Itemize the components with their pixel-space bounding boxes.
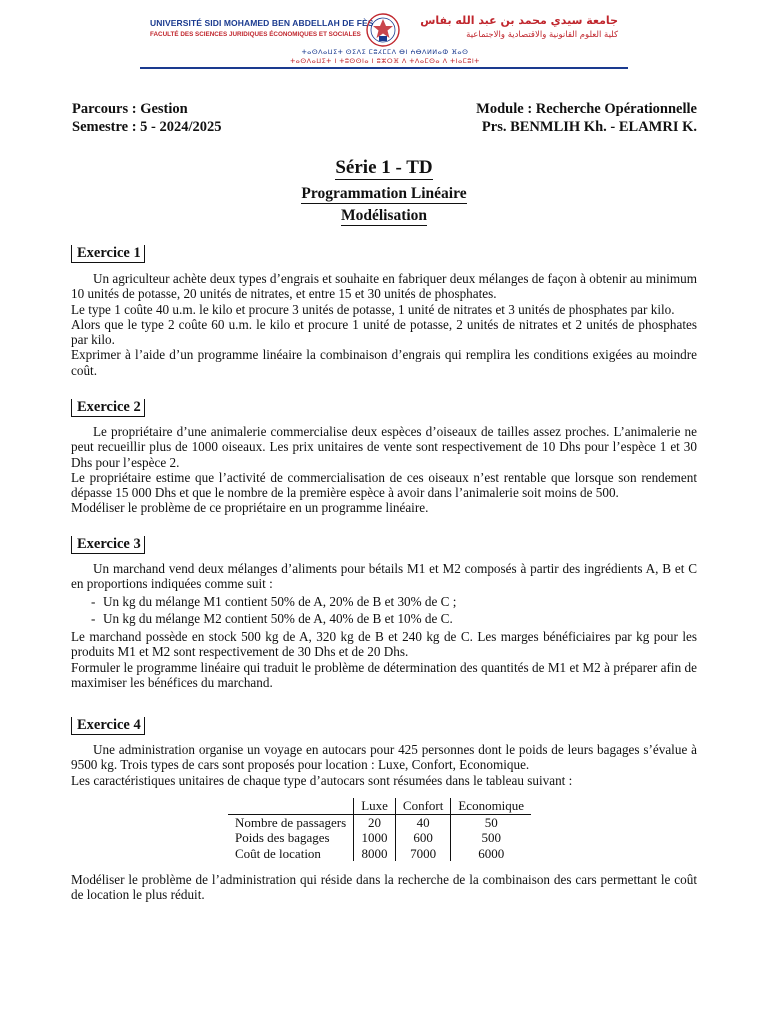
subtopic-title: Modélisation xyxy=(340,207,428,224)
exercise-4-paragraph: Une administration organise un voyage en autocars pour 425 personnes dont le poids de leurs bagages s’évalue à 9500 kg. Trois types de cars sont proposés pour location : Luxe, Confort, Economique. xyxy=(71,742,697,773)
table-row xyxy=(228,814,531,830)
exercise-3-paragraph: Le marchand possède en stock 500 kg de A, 320 kg de B et 240 kg de C. Les marges bénéficiaires par kg pour les produits M1 et M2 sont respectivement de 30 Dhs et de 20 Dhs. xyxy=(71,629,697,660)
exercise-1-paragraph: Un agriculteur achète deux types d’engrais et souhaite en fabriquer deux mélanges de façon à obtenir au minimum 10 unités de potasse, 20 unités de nitrates, et entre 15 et 30 unités de phosphates. xyxy=(71,271,697,302)
exercise-4-paragraph: Les caractéristiques unitaires de chaque type d’autocars sont résumées dans le tableau suivant : xyxy=(71,772,573,788)
university-name-fr: UNIVERSITÉ SIDI MOHAMED BEN ABDELLAH DE FÈS xyxy=(150,18,374,28)
series-title: Série 1 - TD xyxy=(335,157,433,178)
semestre-label: Semestre : 5 - 2024/2025 xyxy=(72,119,222,135)
exercise-1-paragraph: Exprimer à l’aide d’un programme linéaire la combinaison d’engrais qui remplira les conditions exigées au moindre coût. xyxy=(71,347,697,378)
table-column-header: Confort xyxy=(395,798,450,814)
table-cell: 7000 xyxy=(395,846,450,862)
table-row-label: Nombre de passagers xyxy=(228,814,354,830)
exercise-2-heading: Exercice 2 xyxy=(71,399,145,417)
table-column-header: Luxe xyxy=(354,798,396,814)
table-cell: 40 xyxy=(395,814,450,830)
course-info xyxy=(72,100,222,136)
exercise-3-bullet: - Un kg du mélange M2 contient 50% de A, 40% de B et 10% de C. xyxy=(91,610,453,626)
header-divider xyxy=(140,67,628,69)
university-name-ar: جامعة سيدي محمد بن عبد الله بفاس xyxy=(420,14,618,27)
faculty-name-fr: FACULTÉ DES SCIENCES JURIDIQUES ÉCONOMIQUES ET SOCIALES xyxy=(150,31,361,38)
university-seal-icon xyxy=(365,12,401,48)
university-header xyxy=(140,10,630,68)
professors-label: Prs. BENMLIH Kh. - ELAMRI K. xyxy=(481,119,697,135)
autocar-table xyxy=(228,798,531,861)
table-cell: 50 xyxy=(484,814,498,830)
exercise-1-paragraph: Le type 1 coûte 40 u.m. le kilo et procure 3 unités de potasse, 1 unité de nitrates et 3 unités de phosphates par kilo. xyxy=(71,301,675,317)
exercise-1-body xyxy=(71,271,697,378)
faculty-name-ar: كلية العلوم القانونية والاقتصادية والاجتماعية xyxy=(466,30,618,40)
table-header-row xyxy=(228,798,531,814)
table-cell: 1000 xyxy=(354,830,396,846)
table-cell: 600 xyxy=(395,830,450,846)
table-column-header: Economique xyxy=(451,798,531,814)
table-row xyxy=(228,830,531,846)
table-row xyxy=(228,846,531,862)
table-cell: 6000 xyxy=(478,845,505,861)
parcours-label: Parcours : Gestion xyxy=(72,101,188,117)
table-row-label: Poids des bagages xyxy=(228,830,354,846)
exercise-2-body xyxy=(71,424,697,516)
module-info xyxy=(476,100,697,136)
table-cell: 500 xyxy=(481,830,501,845)
exercise-2-paragraph: Modéliser le problème de ce propriétaire en un programme linéaire. xyxy=(71,500,429,516)
topic-title: Programmation Linéaire xyxy=(301,185,467,202)
exercise-4-question xyxy=(71,872,697,903)
exercise-4-body xyxy=(71,742,697,788)
module-label: Module : Recherche Opérationnelle xyxy=(476,101,697,117)
exercise-4-heading: Exercice 4 xyxy=(71,717,145,735)
exercise-2-paragraph: Le propriétaire d’une animalerie commercialise deux espèces d’oiseaux de tailles assez proches. L’animalerie ne peut recueillir plus de 1000 oiseaux. Les prix unitaires de vente sont respectivement de 10 Dhs pour l’espèce 1 et 30 Dhs pour l’espèce 2. xyxy=(71,424,697,470)
faculty-name-tifinagh: ⵜⴰⵙⴷⴰⵡⵉⵜ ⵏ ⵜⵓⵙⵙⵏⴰ ⵏ ⵓⵣⵔⴼ ⴷ ⵜⴷⴰⵎⵙⴰ ⴷ ⵜⵏⴰⵎⵓⵏⵜ xyxy=(290,57,480,65)
exercise-1-heading: Exercice 1 xyxy=(71,245,145,263)
exercise-3-paragraph: Formuler le programme linéaire qui traduit le problème de détermination des quantités de M1 et M2 à préparer afin de maximiser les bénéfices du marchand. xyxy=(71,659,697,691)
exercise-3-paragraph: Un marchand vend deux mélanges d’aliments pour bétails M1 et M2 composés à partir des ingrédients A, B et C en proportions indiquées comme suit : xyxy=(71,561,697,592)
table-cell: 8000 xyxy=(354,846,396,862)
exercise-3-bullet: - Un kg du mélange M1 contient 50% de A, 20% de B et 30% de C ; xyxy=(91,593,457,609)
exercise-3-heading: Exercice 3 xyxy=(71,536,145,554)
exercise-1-paragraph: Alors que le type 2 coûte 60 u.m. le kilo et procure 1 unité de potasse, 2 unités de nitrates et 2 unités de phosphates par kilo. xyxy=(71,316,697,348)
university-name-tifinagh: ⵜⴰⵙⴷⴰⵡⵉⵜ ⵙⵉⴷⵉ ⵎⵓⵃⵎⵎⴷ ⴱⵏ ⵄⴱⴷⵍⵍⴰⵀ ⴼⴰⵙ xyxy=(301,48,469,56)
exercise-2-paragraph: Le propriétaire estime que l’activité de commercialisation de ces oiseaux n’est rentable que lorsque son rendement dépasse 15 000 Dhs et que le nombre de la première espèce à avoir dans l’animalerie soit moins de 500. xyxy=(71,469,697,501)
table-row-label: Coût de location xyxy=(228,846,354,862)
table-cell: 20 xyxy=(354,814,396,830)
exercise-4-paragraph: Modéliser le problème de l’administration qui réside dans la recherche de la combinaison des cars permettant le coût de location le plus réduit. xyxy=(71,872,697,903)
exercise-3-body xyxy=(71,561,697,690)
